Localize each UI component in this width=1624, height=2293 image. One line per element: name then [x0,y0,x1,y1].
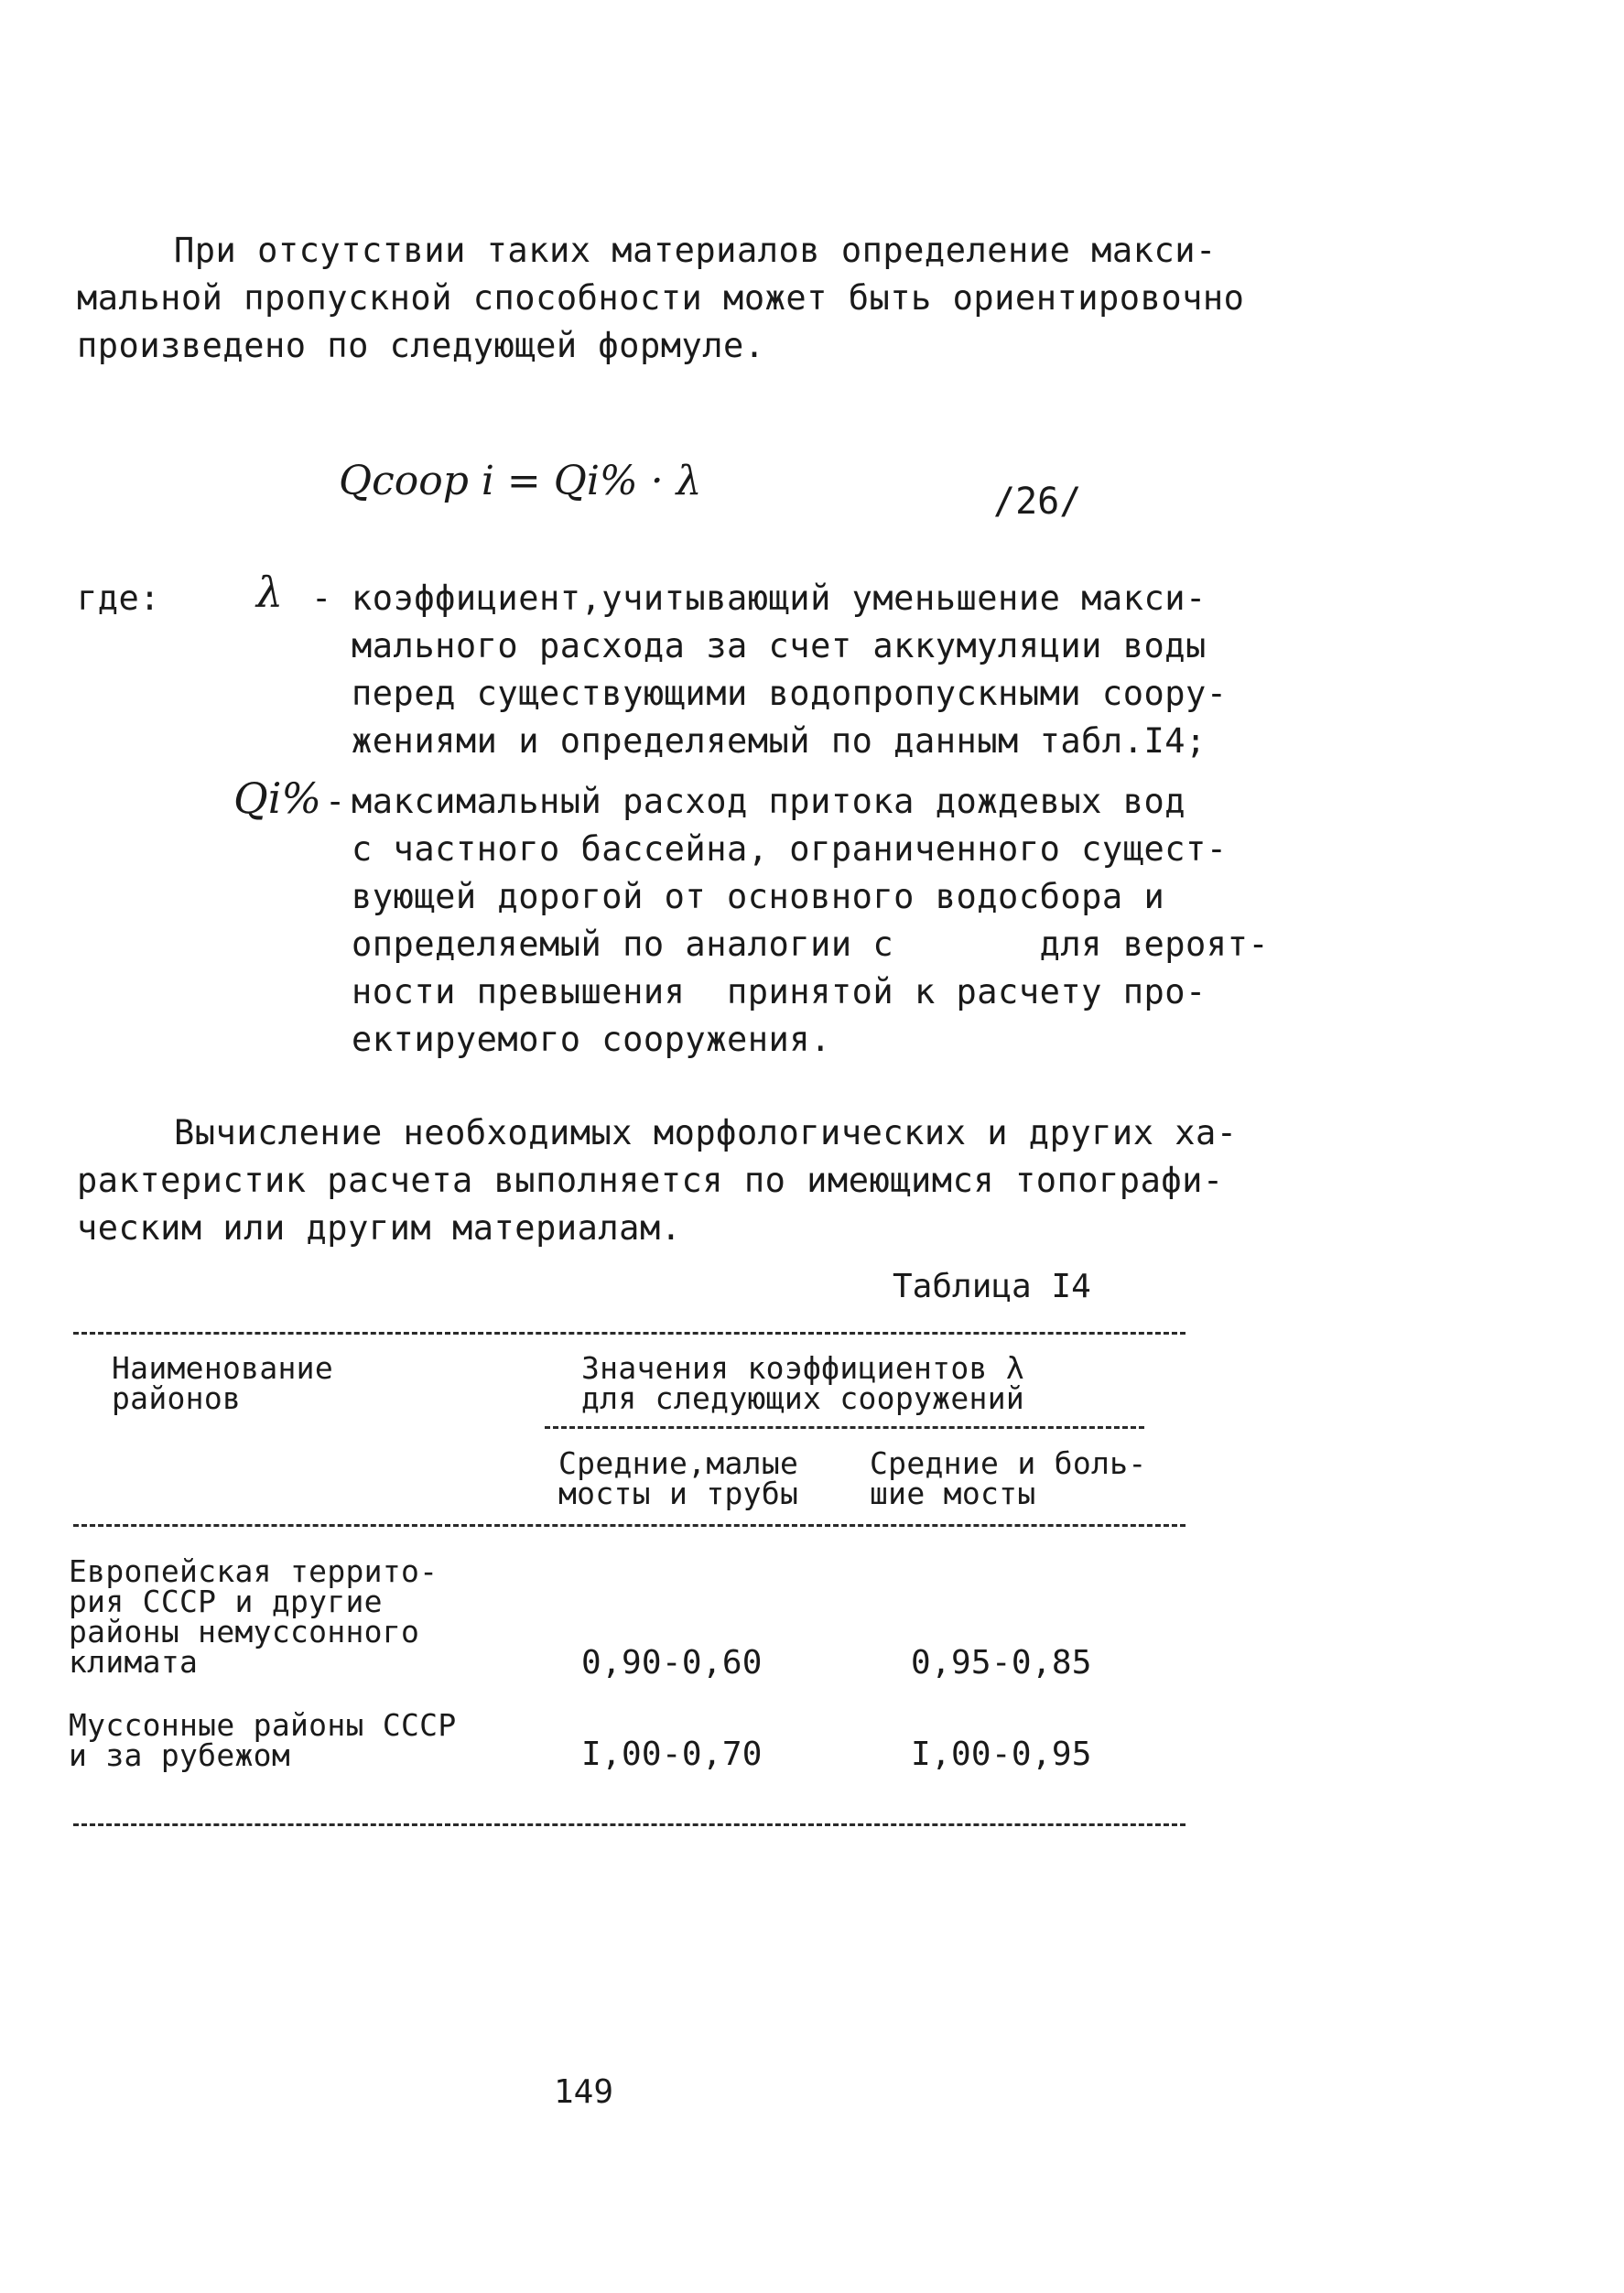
table-top-rule [73,1332,1186,1335]
intro-line-3: произведено по следующей формуле. [77,326,765,365]
row2-value-2: I,00-0,95 [911,1736,1092,1773]
header-col2-line-2: мосты и трубы [558,1476,799,1511]
q-def-line-2: с частного бассейна, ограниченного сущест- [352,829,1228,869]
q-def-line-4: определяемый по аналогии с для вероят- [352,925,1270,964]
q-def-line-3: вующей дорогой от основного водосбора и [352,877,1165,916]
row1-value-1: 0,90-0,60 [581,1644,763,1682]
formula-number: /26/ [993,481,1082,523]
row1-value-2: 0,95-0,85 [911,1644,1092,1682]
page-number: 149 [554,2073,614,2111]
header-group-line-2: для следующих сооружений [581,1380,1025,1416]
row1-name-line-4: климата [69,1644,199,1680]
header-col1-line-2: районов [112,1380,242,1416]
lambda-def-line-2: мального расхода за счет аккумуляции воды [352,626,1207,665]
row1-name-line-2: рия СССР и другие [69,1584,383,1619]
table-header-rule [73,1524,1186,1527]
q-symbol: Qi% [233,773,322,823]
row1-name-line-3: районы немуссонного [69,1614,420,1649]
table-group-rule [545,1426,1144,1429]
header-group-line-1: Значения коэффициентов λ [581,1350,1025,1386]
lambda-def-line-3: перед существующими водопропускными соору- [352,674,1228,713]
row2-value-1: I,00-0,70 [581,1736,763,1773]
row2-name-line-1: Муссонные районы СССР [69,1707,457,1743]
lambda-def-line-4: жениями и определяемый по данным табл.I4; [352,721,1207,761]
row2-name-line-2: и за рубежом [69,1737,291,1773]
q-def-line-6: ектируемого сооружения. [352,1020,831,1059]
lambda-symbol: λ [256,568,284,617]
where-label: где: [77,579,161,618]
para2-line-1: Вычисление необходимых морфологических и других ха- [174,1113,1238,1152]
q-dash: - [325,782,346,821]
para2-line-2: рактеристик расчета выполняется по имеющимся топографи- [77,1161,1224,1200]
header-col3-line-1: Средние и боль- [870,1445,1147,1481]
row1-name-line-1: Европейская террито- [69,1553,438,1589]
lambda-dash: - [311,579,332,618]
header-col3-line-2: шие мосты [870,1476,1036,1511]
q-def-line-5: ности превышения принятой к расчету про- [352,972,1207,1011]
q-def-line-1: максимальный расход притока дождевых вод [352,782,1186,821]
formula: Qсоор i = Qi% · λ [339,458,702,504]
intro-line-2: мальной пропускной способности может быть ориентировочно [77,278,1245,318]
header-col1-line-1: Наименование [112,1350,334,1386]
para2-line-3: ческим или другим материалам. [77,1208,682,1248]
lambda-def-line-1: коэффициент,учитывающий уменьшение макси- [352,579,1207,618]
table-caption: Таблица I4 [893,1268,1091,1305]
table-bottom-rule [73,1823,1186,1826]
intro-line-1: При отсутствии таких материалов определение макси- [174,231,1217,270]
header-col2-line-1: Средние,малые [558,1445,799,1481]
